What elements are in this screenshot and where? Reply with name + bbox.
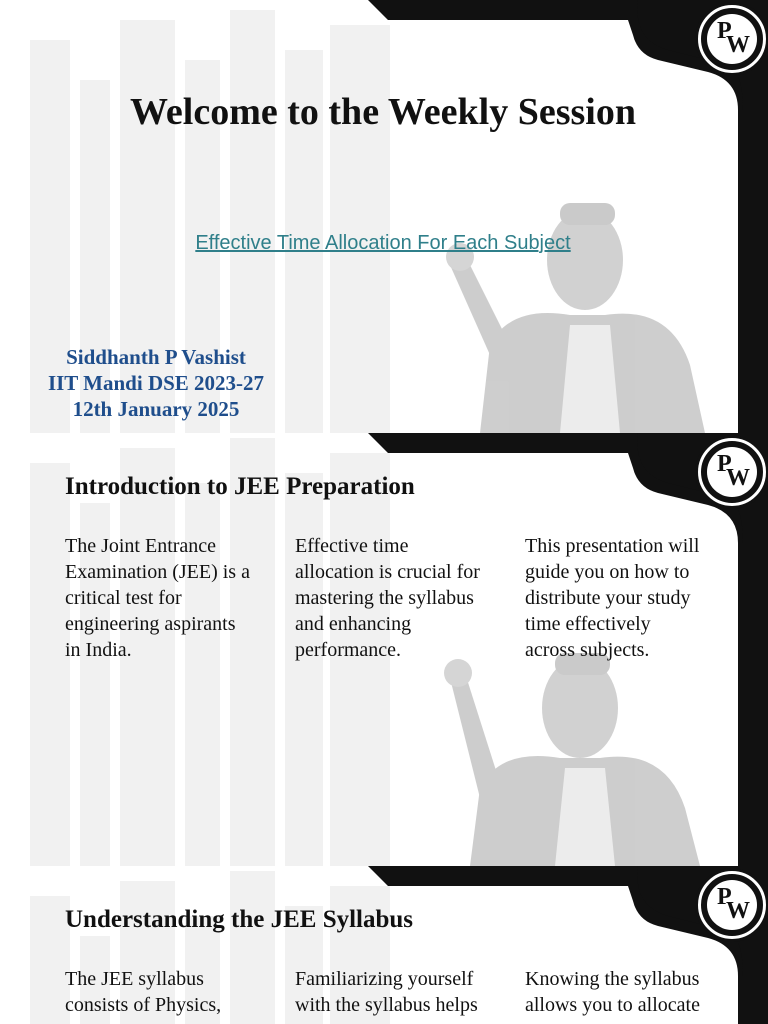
text-column: The Joint Entrance Examination (JEE) is a critical test for engineering aspirants in India. xyxy=(65,535,250,661)
corner-decoration xyxy=(368,0,768,433)
pw-logo xyxy=(698,438,766,506)
presenter-name: Siddhanth P Vashist xyxy=(66,345,246,369)
pw-logo xyxy=(698,5,766,73)
logo-letter-w: W xyxy=(726,32,750,58)
logo-letter-w: W xyxy=(726,898,750,924)
logo-letter-w: W xyxy=(726,465,750,491)
pw-logo-face xyxy=(707,447,757,497)
slide-heading: Understanding the JEE Syllabus xyxy=(65,906,414,933)
logo-letter-p: P xyxy=(717,451,732,477)
logo-letter-p: P xyxy=(717,18,732,44)
slide-title xyxy=(0,0,768,433)
presentation-date: 12th January 2025 xyxy=(72,397,240,421)
text-column: Knowing the syllabus allows you to allocate xyxy=(525,968,700,1016)
presenter-info xyxy=(20,344,292,422)
text-column: Familiarizing yourself with the syllabus helps xyxy=(295,968,478,1016)
slide-title-text: Welcome to the Weekly Session xyxy=(130,91,636,133)
pw-logo xyxy=(698,871,766,939)
slide-heading: Introduction to JEE Preparation xyxy=(65,473,415,500)
slide-syllabus xyxy=(0,866,768,1024)
presenter-affiliation: IIT Mandi DSE 2023-27 xyxy=(47,371,265,395)
logo-letter-p: P xyxy=(717,884,732,910)
slide-subtitle: Effective Time Allocation For Each Subject xyxy=(195,232,571,254)
slide-introduction xyxy=(0,433,768,866)
pw-logo-face xyxy=(707,14,757,64)
text-column: The JEE syllabus consists of Physics, xyxy=(65,968,222,1016)
text-column: Effective time allocation is crucial for mastering the syllabus and enhancing performance. xyxy=(295,535,480,661)
text-column: This presentation will guide you on how to distribute your study time effectively across subjects. xyxy=(525,535,700,661)
pw-logo-face xyxy=(707,880,757,930)
